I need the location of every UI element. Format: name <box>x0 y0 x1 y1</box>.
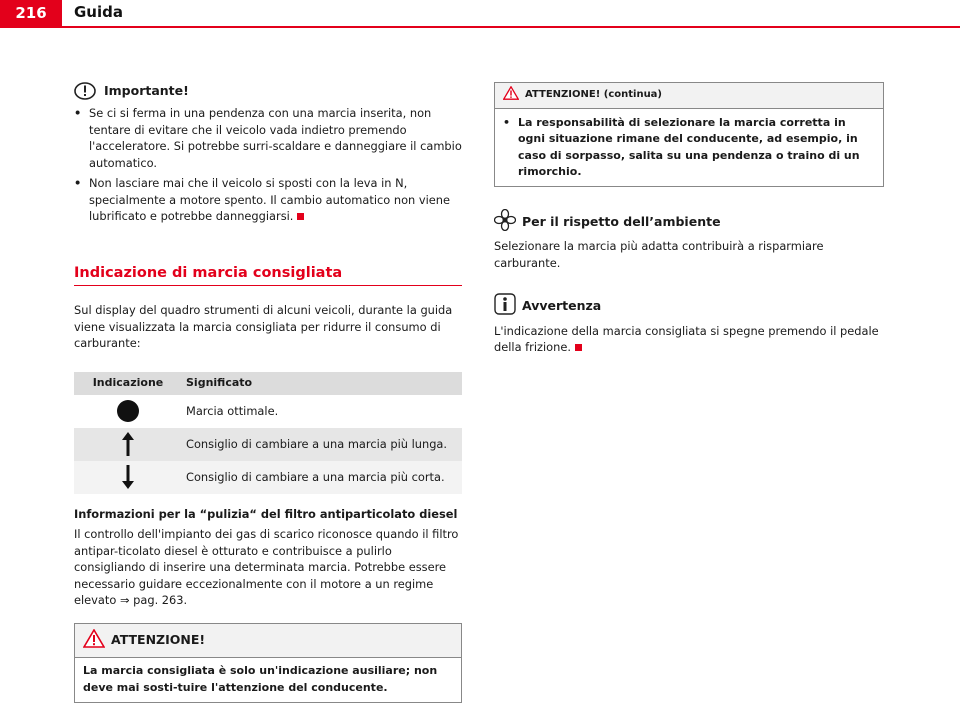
environment-text: Selezionare la marcia più adatta contribuirà a risparmiare carburante. <box>494 238 884 271</box>
warning-box <box>74 623 462 703</box>
bullet-dot-icon: • <box>74 175 89 225</box>
info-icon <box>494 293 516 320</box>
table-row <box>74 395 462 428</box>
environment-title: Per il rispetto dell’ambiente <box>522 214 721 231</box>
warning-triangle-icon <box>83 629 105 653</box>
important-icon <box>74 82 96 100</box>
arrow-down-icon <box>122 470 134 484</box>
page-title: Guida <box>74 3 123 21</box>
table-header-indicazione: Indicazione <box>74 372 182 395</box>
warning-continued-text: La responsabilità di selezionare la marcia corretta in ogni situazione rimane del conducente, ad esempio, in caso di sorpasso, salita su una pendenza o traino di un rimorchio. <box>518 115 875 181</box>
dpf-heading: Informazioni per la “pulizia“ del filtro antiparticolato diesel <box>74 506 462 523</box>
header-rule <box>0 26 960 28</box>
section-title: Indicazione di marcia consigliata <box>74 265 462 287</box>
table-cell-meaning: Consiglio di cambiare a una marcia più corta. <box>182 461 462 494</box>
end-mark-icon <box>575 344 582 351</box>
warning-continued-box <box>494 82 884 187</box>
flower-icon <box>494 209 516 236</box>
warning-title: ATTENZIONE! <box>111 632 205 649</box>
section-intro: Sul display del quadro strumenti di alcuni veicoli, durante la guida viene visualizzata la marcia consigliata per ridurre il consumo di carburante: <box>74 302 462 352</box>
important-bullet-1-text: Se ci si ferma in una pendenza con una marcia inserita, non tentare di evitare che il veicolo vada indietro premendo l'acceleratore. Si potrebbe surri-scaldare e danneggiare il cambio automatico. <box>89 105 462 171</box>
note-text: L'indicazione della marcia consigliata si spegne premendo il pedale della frizione. <box>494 324 879 355</box>
warning-continued-heading <box>495 83 883 109</box>
bullet-dot-icon: • <box>74 105 89 171</box>
important-bullet-2 <box>74 175 462 225</box>
page-header <box>0 0 960 28</box>
note-title: Avvertenza <box>522 298 601 315</box>
table-cell-meaning: Consiglio di cambiare a una marcia più lunga. <box>182 428 462 461</box>
gear-indication-table <box>74 372 462 494</box>
table-cell-meaning: Marcia ottimale. <box>182 395 462 428</box>
left-column <box>74 82 462 703</box>
table-header-significato: Significato <box>182 372 462 395</box>
table-row <box>74 428 462 461</box>
warning-triangle-icon <box>503 86 519 105</box>
environment-heading <box>494 209 884 236</box>
dpf-text: Il controllo dell'impianto dei gas di scarico riconosce quando il filtro antipar-ticolato diesel è otturato e contribuisce a pulirlo consigliando di inserire una determinata marcia. Potrebbe essere necessario guidare eccezionalmente con il motore a un regime elevato ⇒ pag. 263. <box>74 526 462 609</box>
table-header-row <box>74 372 462 395</box>
important-bullet-2-text: Non lasciare mai che il veicolo si sposti con la leva in N, specialmente a motore spento. Il cambio automatico non viene lubrificato e potrebbe danneggiarsi. <box>89 176 450 223</box>
warning-continued-bullet <box>495 109 883 186</box>
warning-text: La marcia consigliata è solo un'indicazione ausiliare; non deve mai sosti-tuire l'attenzione del conducente. <box>75 658 461 702</box>
important-bullet-1 <box>74 105 462 171</box>
end-mark-icon <box>297 213 304 220</box>
filled-circle-icon <box>117 400 139 422</box>
note-heading <box>494 293 884 320</box>
warning-heading <box>75 624 461 659</box>
arrow-up-icon <box>122 437 134 451</box>
table-row <box>74 461 462 494</box>
warning-continued-title: ATTENZIONE! (continua) <box>525 87 662 104</box>
right-column <box>494 82 884 361</box>
important-title: Importante! <box>104 83 189 100</box>
page-number: 216 <box>0 0 62 27</box>
bullet-dot-icon: • <box>503 115 518 181</box>
important-heading <box>74 82 462 100</box>
